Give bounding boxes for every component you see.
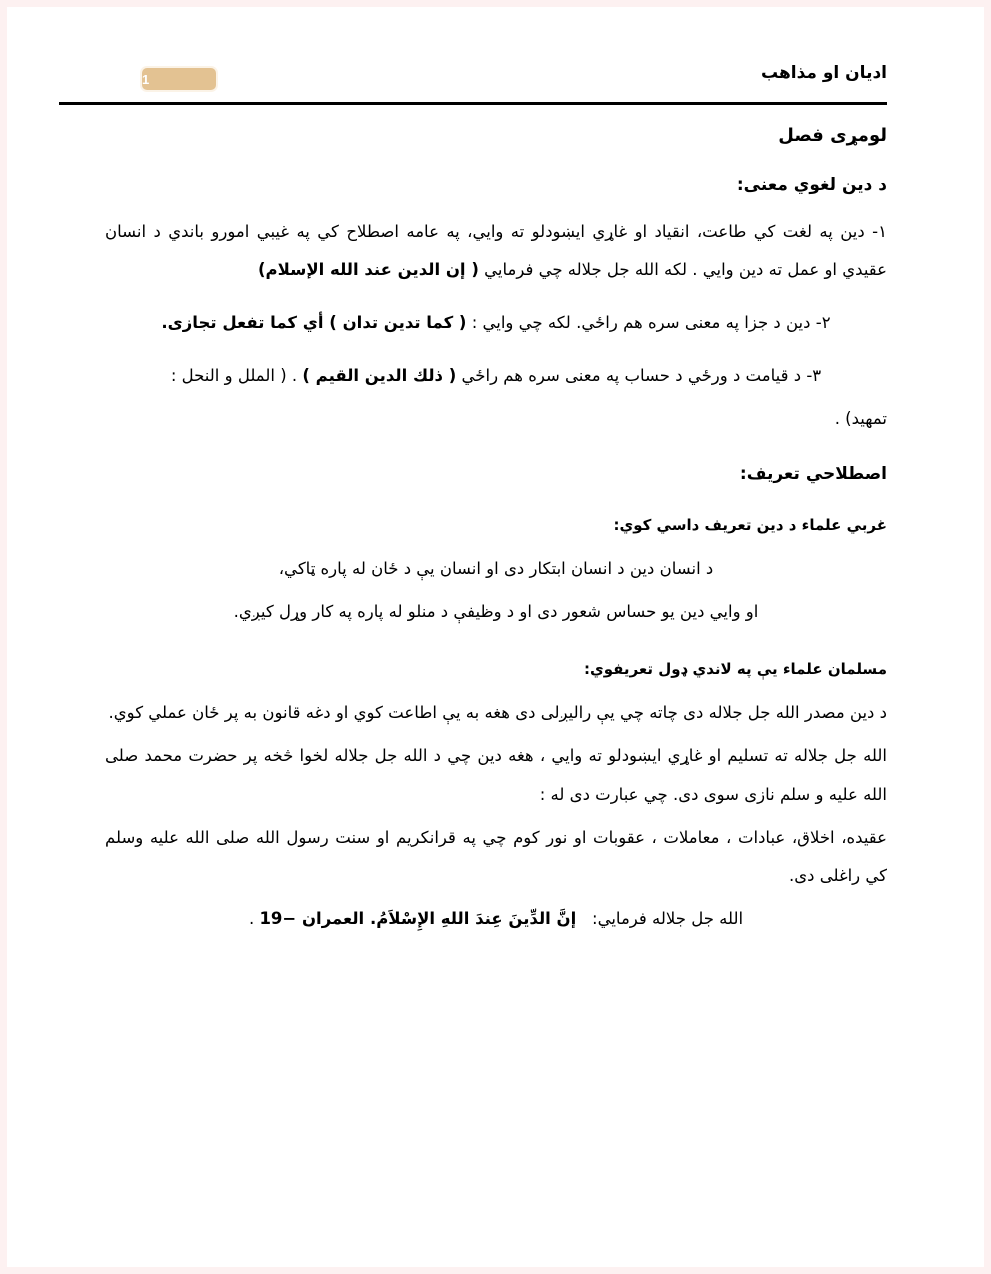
quran-verse-line — [105, 896, 887, 939]
page-number-label: 1 — [142, 71, 150, 87]
document-body — [105, 112, 887, 939]
quran-verse-text: إنَّ الدِّينَ عِندَ اللهِ الإِسْلاَمُ. العمران −19 — [259, 909, 577, 929]
list-item-1-text: ١- دين په لغت کي طاعت، انقياد او غاړي ايښودلو ته وايي، په عامه اصطلاح کي په غيبي امورو باندي د انسان عقيدي او عمل ته دين وايي . لکه الله جل جلاله چي فرمايي — [105, 221, 887, 280]
list-item-2-text: ٢- دين د جزا په معنى سره هم راځي. لکه چي وايي : — [471, 313, 831, 333]
list-item-3-arabic-quote: ( ذلك الدين القيم ) — [302, 365, 457, 385]
list-item-3-source: . ( الملل و النحل : — [170, 365, 298, 385]
header-divider — [59, 102, 887, 105]
section-heading-western-scholars: غربي علماء د دين تعريف داسي کوي: — [613, 515, 887, 534]
header-title: ادیان او مذاهب — [760, 63, 887, 83]
page-header — [52, 55, 887, 103]
list-item-1 — [105, 199, 887, 291]
western-scholars-paragraph-1: د انسان دين د انسان ابتکار دى او انسان يې د ځان له پاره ټاکي، — [278, 559, 714, 579]
section-heading-technical-definition: اصطلاحي تعريف: — [739, 464, 887, 485]
list-item-2-arabic-quote: ( کما تدين تدان ) أي کما تفعل تجازى. — [161, 313, 467, 333]
quran-verse-trailing: . — [248, 909, 255, 929]
list-item-3-text: ٣- د قيامت د ورځي د حساب په معنى سره هم راځي — [461, 365, 822, 385]
muslim-scholars-paragraph-1: د دين مصدر الله جل جلاله دى چاته چي يې راليږلى دى هغه به يې اطاعت کوي او دغه قانون به پر ځان عملي کوي. — [108, 703, 887, 723]
list-item-3 — [105, 343, 887, 396]
muslim-scholars-paragraph-2: الله جل جلاله ته تسليم او غاړي ايښودلو ته وايي ، هغه دين چي د الله جل جلاله لخوا څخه پر حضرت محمد صلى الله عليه و سلم نازى سوى دى. چي عبارت دى له : — [105, 746, 887, 804]
list-item-1-arabic-quote: ( إن الدين عند الله الإسلام) — [257, 260, 479, 280]
section-heading-muslim-scholars: مسلمان علماء يې په لاندي ډول تعريفوي: — [583, 659, 887, 678]
list-item-2 — [105, 290, 887, 343]
quran-verse-lead: الله جل جلاله فرمايي: — [592, 909, 744, 929]
chapter-heading: لومړی فصل — [778, 125, 887, 146]
section-heading-lexical-meaning: د دين لغوي معنى: — [736, 175, 887, 195]
muslim-scholars-paragraph-3: عقيده، اخلاق، عبادات ، معاملات ، عقوبات او نور کوم چي په قرانکريم او سنت رسول الله صلى الله عليه وسلم کي راغلى دى. — [105, 827, 887, 886]
list-item-3-continuation: تمهيد) . — [834, 408, 887, 428]
page-number-badge — [140, 66, 218, 92]
document-page — [7, 7, 984, 1267]
western-scholars-paragraph-2: او وايي دين يو حساس شعور دى او د وظيفې د منلو له پاره په کار وړل کيږي. — [233, 602, 759, 622]
